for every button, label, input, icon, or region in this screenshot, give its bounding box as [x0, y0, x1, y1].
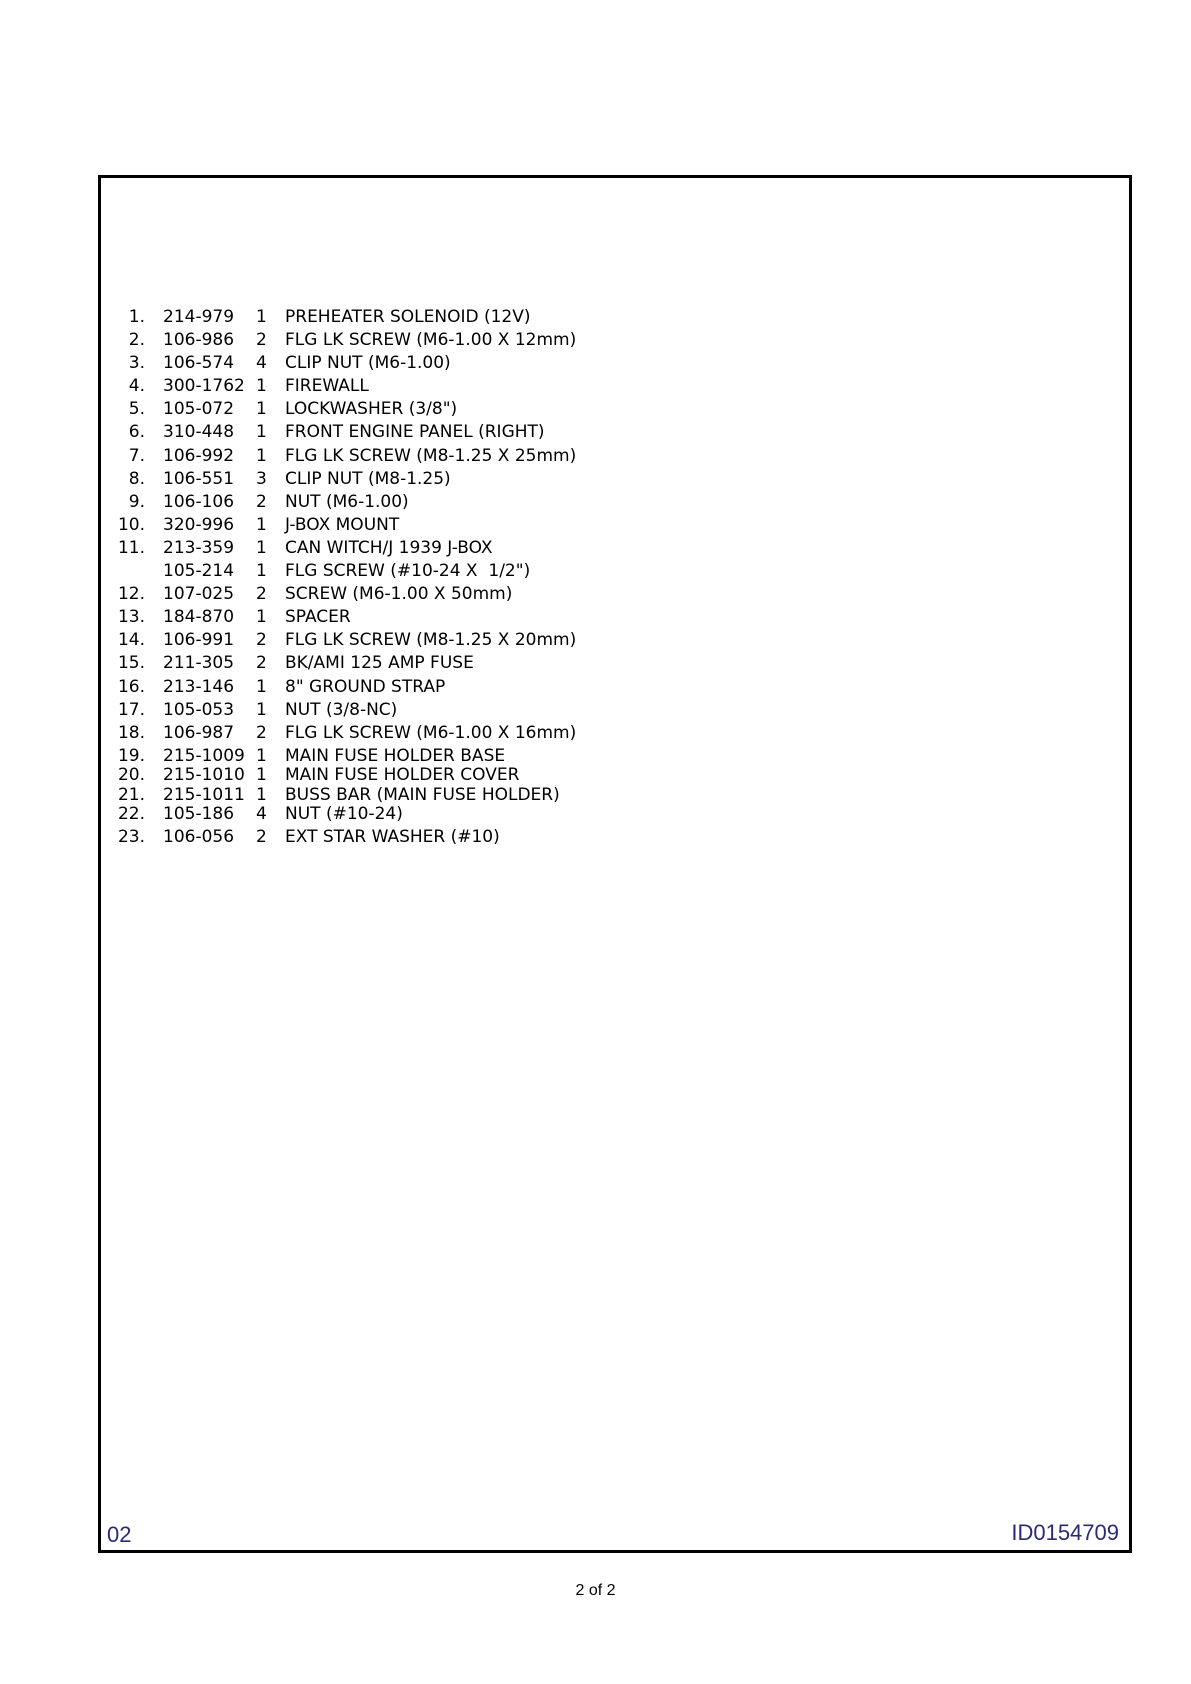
quantity: 2 — [256, 491, 267, 512]
item-number: 13. — [117, 607, 145, 628]
quantity: 1 — [256, 745, 267, 766]
description: PREHEATER SOLENOID (12V) — [285, 307, 531, 327]
part-number: 105-214 — [163, 561, 235, 582]
description: EXT STAR WASHER (#10) — [285, 827, 500, 848]
description: 8" GROUND STRAP — [285, 676, 446, 697]
description: FLG LK SCREW (M6-1.00 X 16mm) — [285, 722, 577, 743]
quantity: 3 — [256, 468, 267, 489]
part-number: 106-551 — [163, 468, 235, 489]
drawing-frame — [98, 175, 1132, 1553]
page-number: 2 of 2 — [575, 1582, 616, 1599]
description: SPACER — [285, 607, 351, 628]
description: BK/AMI 125 AMP FUSE — [285, 653, 474, 674]
description: J-BOX MOUNT — [285, 514, 400, 535]
part-number: 320-996 — [163, 514, 235, 535]
quantity: 2 — [256, 584, 267, 605]
part-number: 213-146 — [163, 676, 235, 697]
part-number: 213-359 — [163, 537, 235, 558]
item-number: 18. — [117, 722, 145, 743]
quantity: 2 — [256, 827, 267, 848]
item-number: 20. — [117, 765, 145, 786]
part-number: 105-053 — [163, 699, 235, 720]
part-number: 215-1010 — [163, 765, 245, 786]
part-number: 215-1011 — [163, 784, 245, 805]
description: CAN WITCH/J 1939 J-BOX — [285, 537, 493, 558]
quantity: 1 — [256, 399, 267, 420]
item-number: 6. — [128, 422, 145, 443]
quantity: 1 — [256, 784, 267, 805]
quantity: 2 — [256, 722, 267, 743]
part-number: 107-025 — [163, 584, 235, 605]
item-number: 1. — [128, 307, 145, 327]
description: FLG SCREW (#10-24 X 1/2") — [285, 561, 531, 582]
description: BUSS BAR (MAIN FUSE HOLDER) — [285, 784, 560, 805]
description: FIREWALL — [285, 376, 369, 397]
part-number: 184-870 — [163, 607, 235, 628]
quantity: 4 — [256, 804, 267, 825]
description: FLG LK SCREW (M8-1.25 X 20mm) — [285, 630, 577, 651]
description: CLIP NUT (M6-1.00) — [285, 353, 451, 374]
quantity: 1 — [256, 765, 267, 786]
document-id: ID0154709 — [1011, 1520, 1119, 1545]
description: FLG LK SCREW (M8-1.25 X 25mm) — [285, 445, 577, 466]
part-number: 106-992 — [163, 445, 235, 466]
quantity: 2 — [256, 630, 267, 651]
description: FLG LK SCREW (M6-1.00 X 12mm) — [285, 330, 577, 351]
part-number: 105-072 — [163, 399, 235, 420]
item-number: 15. — [117, 653, 145, 674]
item-number: 9. — [128, 491, 145, 512]
quantity: 1 — [256, 607, 267, 628]
description: NUT (3/8-NC) — [285, 699, 398, 720]
quantity: 4 — [256, 353, 267, 374]
description: MAIN FUSE HOLDER COVER — [285, 765, 520, 786]
part-number: 106-056 — [163, 827, 235, 848]
item-number: 7. — [128, 445, 145, 466]
part-number: 106-106 — [163, 491, 235, 512]
description: MAIN FUSE HOLDER BASE — [285, 745, 506, 766]
item-number: 16. — [117, 676, 145, 697]
item-number: 5. — [128, 399, 145, 420]
part-number: 211-305 — [163, 653, 235, 674]
part-number: 300-1762 — [163, 376, 245, 397]
item-number: 23. — [117, 827, 145, 848]
quantity: 1 — [256, 537, 267, 558]
quantity: 2 — [256, 653, 267, 674]
item-number: 19. — [117, 745, 145, 766]
quantity: 1 — [256, 514, 267, 535]
description: SCREW (M6-1.00 X 50mm) — [285, 584, 513, 605]
part-number: 106-987 — [163, 722, 235, 743]
quantity: 1 — [256, 376, 267, 397]
item-number: 8. — [128, 468, 145, 489]
quantity: 1 — [256, 699, 267, 720]
part-number: 214-979 — [163, 307, 235, 327]
item-number: 21. — [117, 784, 145, 805]
part-number: 106-986 — [163, 330, 235, 351]
description: LOCKWASHER (3/8") — [285, 399, 458, 420]
part-number: 310-448 — [163, 422, 235, 443]
description: CLIP NUT (M8-1.25) — [285, 468, 451, 489]
quantity: 1 — [256, 307, 267, 327]
part-number: 105-186 — [163, 804, 235, 825]
part-number: 106-991 — [163, 630, 235, 651]
description: NUT (M6-1.00) — [285, 491, 409, 512]
quantity: 1 — [256, 445, 267, 466]
item-number: 10. — [117, 514, 145, 535]
item-number: 2. — [128, 330, 145, 351]
part-number: 215-1009 — [163, 745, 245, 766]
quantity: 1 — [256, 676, 267, 697]
item-number: 4. — [128, 376, 145, 397]
part-number: 106-574 — [163, 353, 235, 374]
item-number: 12. — [117, 584, 145, 605]
quantity: 1 — [256, 422, 267, 443]
item-number: 14. — [117, 630, 145, 651]
quantity: 2 — [256, 330, 267, 351]
item-number: 22. — [117, 804, 145, 825]
quantity: 1 — [256, 561, 267, 582]
item-number: 17. — [117, 699, 145, 720]
revision-label: 02 — [107, 1522, 132, 1547]
item-number: 11. — [117, 537, 145, 558]
description: NUT (#10-24) — [285, 804, 403, 825]
description: FRONT ENGINE PANEL (RIGHT) — [285, 422, 545, 443]
item-number: 3. — [128, 353, 145, 374]
